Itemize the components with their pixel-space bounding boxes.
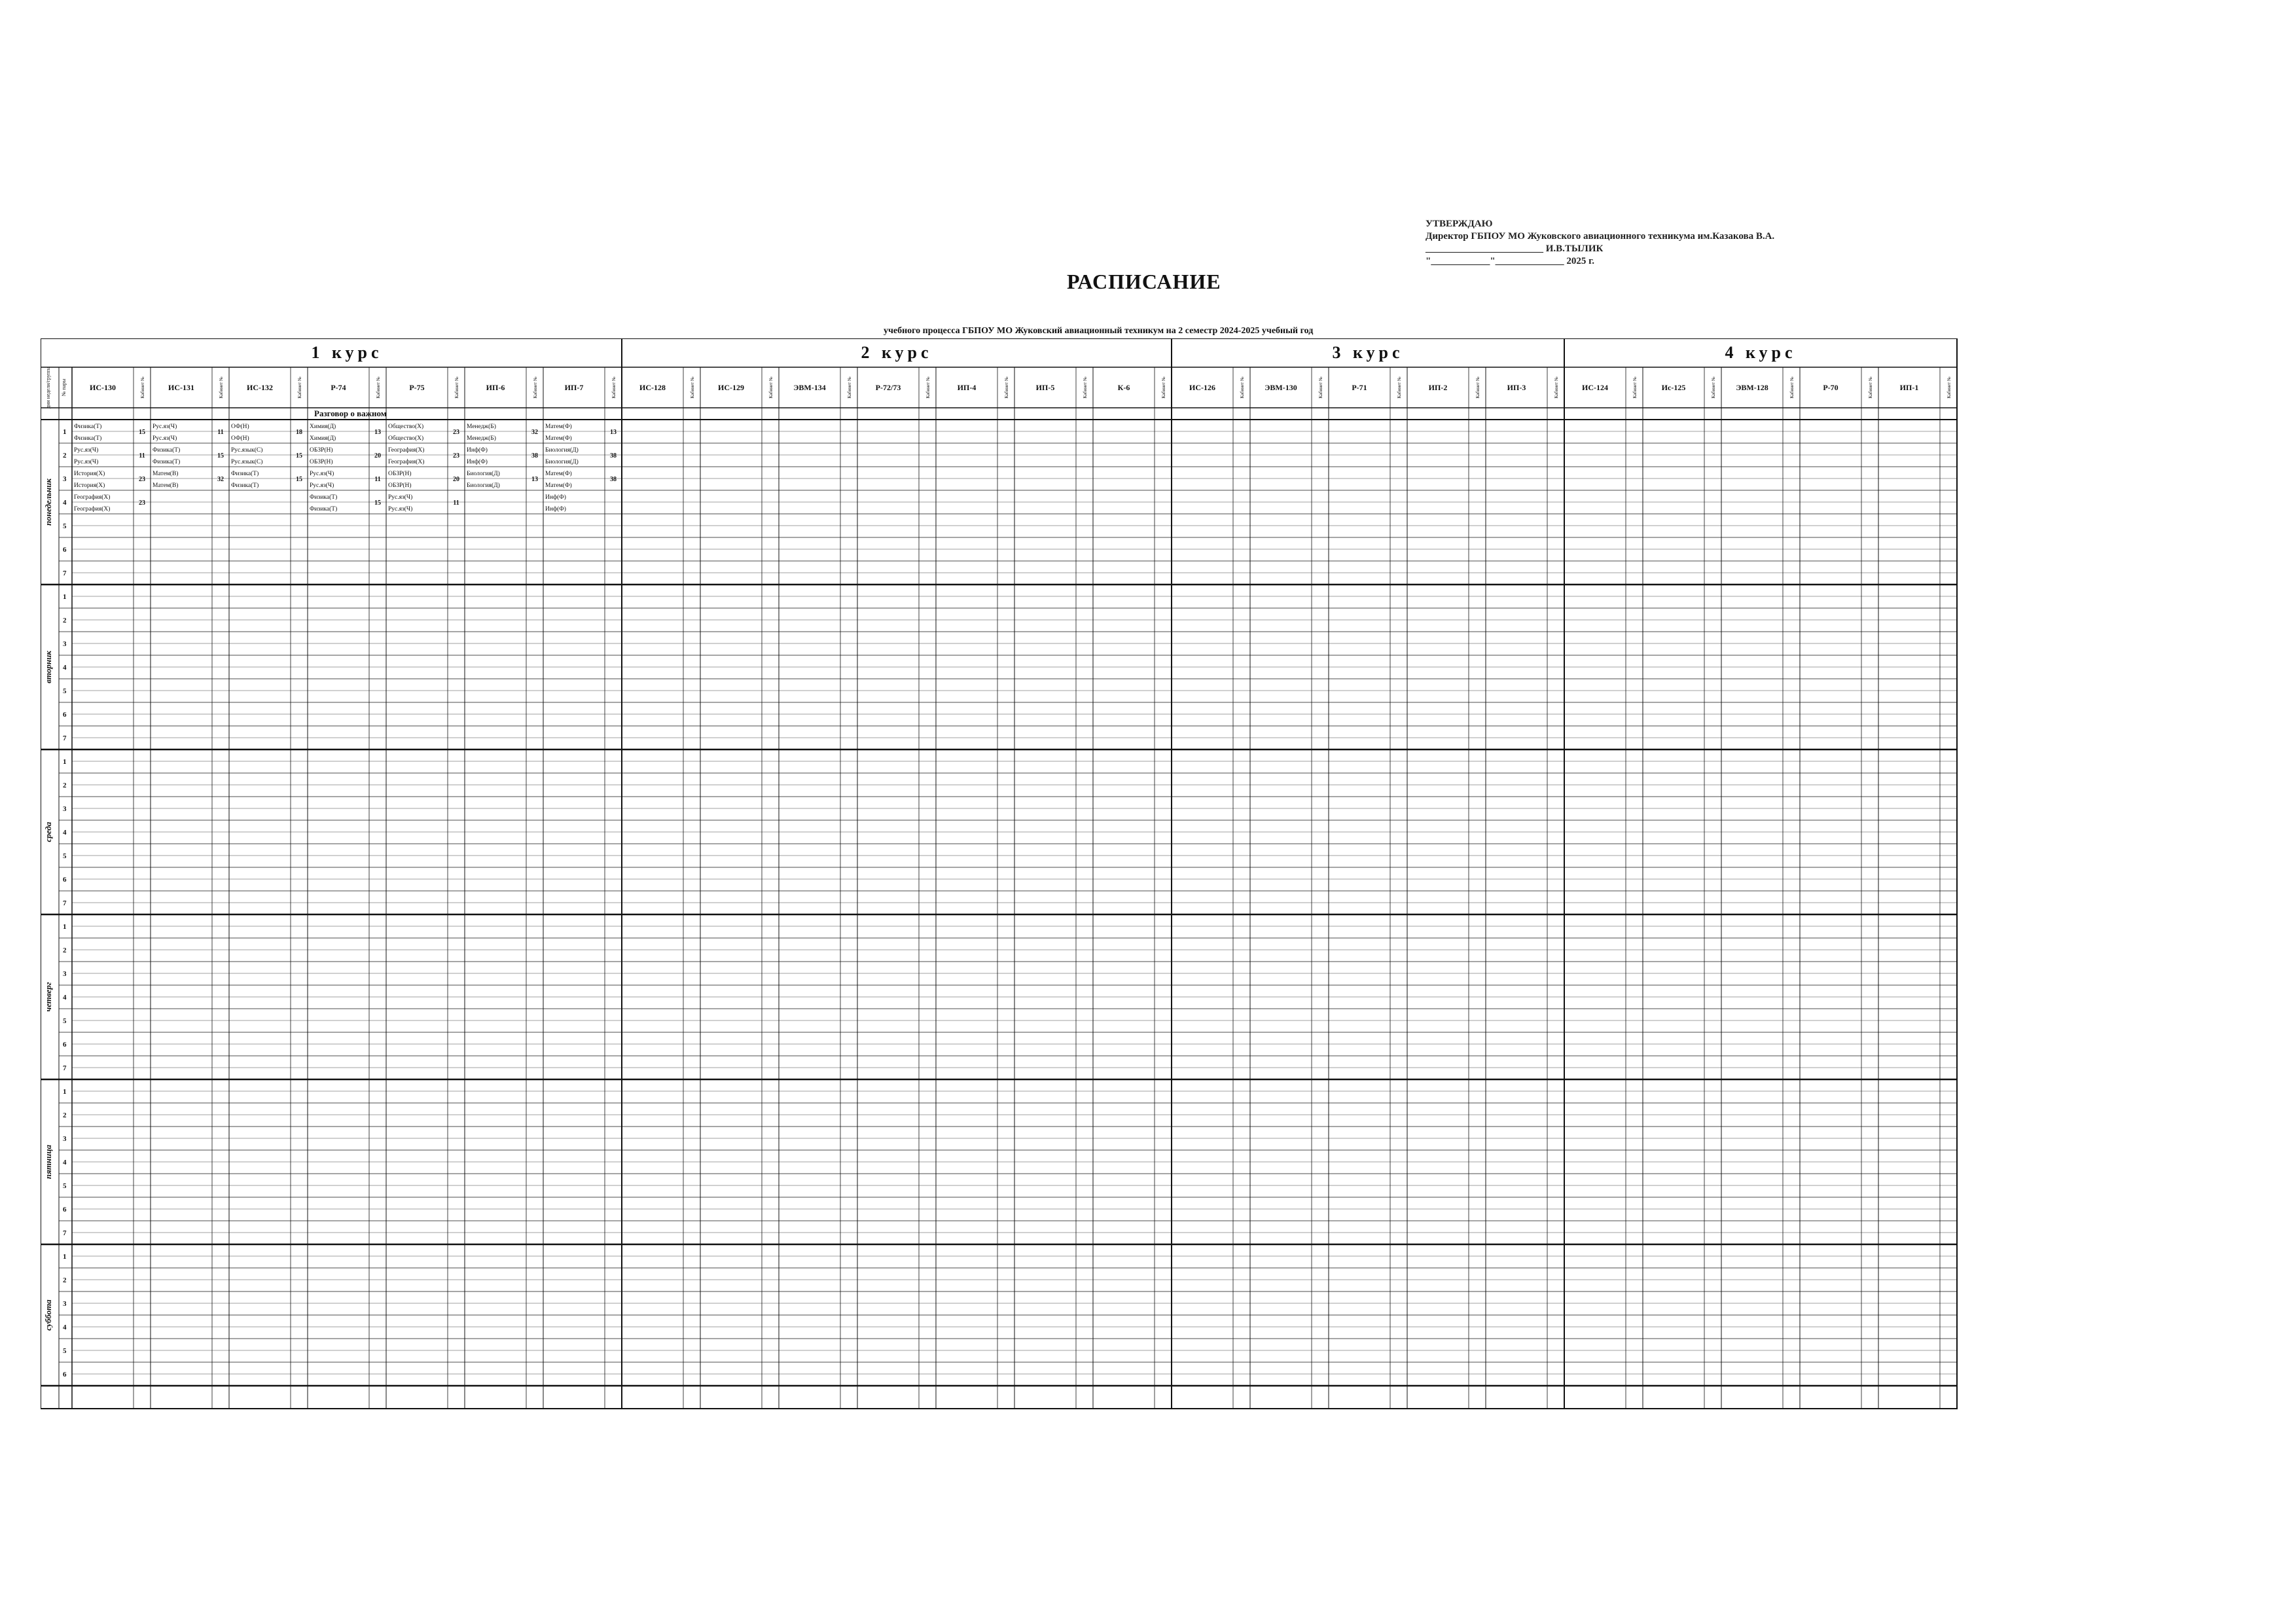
- cabinet-header: Кабинет №: [768, 376, 774, 399]
- pair-number: 6: [63, 1371, 67, 1379]
- pair-number: 3: [63, 805, 67, 813]
- lesson-entry: Рус.яз(Ч): [388, 494, 413, 501]
- page-subtitle: учебного процесса ГБПОУ МО Жуковский авиационный техникум на 2 семестр 2024-2025 учебный год: [884, 326, 1314, 336]
- group-header: ИС-126: [1189, 383, 1215, 392]
- cabinet-header: Кабинет №: [1789, 376, 1795, 399]
- course-label: 3 курс: [1332, 343, 1404, 362]
- pair-number: 5: [63, 1017, 67, 1025]
- pair-number: 6: [63, 711, 67, 719]
- group-header: ИС-131: [168, 383, 194, 392]
- approval-line-3: ________________________ И.В.ТЫЛИК: [1426, 244, 1604, 254]
- pair-number: 3: [63, 1300, 67, 1308]
- lesson-entry: География(Х): [74, 494, 111, 501]
- lesson-entry: География(Х): [388, 447, 425, 454]
- group-header: ЭВМ-130: [1265, 383, 1297, 392]
- cabinet-header: Кабинет №: [297, 376, 302, 399]
- pair-number: 7: [63, 899, 67, 907]
- pair-number: 4: [63, 829, 67, 837]
- lesson-entry: Рус.язык(С): [231, 447, 263, 454]
- pair-number: 3: [63, 970, 67, 978]
- pair-number: 5: [63, 687, 67, 695]
- pair-number: 6: [63, 1041, 67, 1049]
- pair-number: 2: [63, 1276, 67, 1284]
- cabinet-header: Кабинет №: [219, 376, 224, 399]
- lesson-entry: Рус.яз(Ч): [310, 471, 334, 477]
- lesson-entry: ОФ(Н): [231, 435, 249, 442]
- lesson-entry: ОБЗР(Н): [310, 447, 333, 454]
- lesson-entry: История(Х): [74, 482, 105, 489]
- lesson-entry: Физика(Т): [152, 447, 181, 454]
- cabinet-header: Кабинет №: [1240, 376, 1245, 399]
- day-label: среда: [43, 821, 53, 842]
- cabinet-header: Кабинет №: [1632, 376, 1638, 399]
- cabinet-number: 13: [374, 429, 381, 436]
- lesson-entry: ОБЗР(Н): [310, 459, 333, 465]
- lesson-entry: Биология(Д): [545, 459, 579, 465]
- cabinet-number: 15: [139, 429, 145, 436]
- lesson-entry: Инф(Ф): [467, 447, 488, 454]
- cabinet-header: Кабинет №: [1004, 376, 1009, 399]
- group-header: ИП-6: [486, 383, 505, 392]
- cabinet-number: 11: [217, 429, 224, 436]
- cabinet-number: 11: [374, 476, 381, 483]
- group-header: ИП-3: [1507, 383, 1526, 392]
- pair-number: 2: [63, 782, 67, 789]
- schedule-table: [41, 338, 2258, 1409]
- cabinet-header: Кабинет №: [1868, 376, 1873, 399]
- cabinet-number: 15: [374, 499, 381, 507]
- cabinet-header: Кабинет №: [1397, 376, 1402, 399]
- cabinet-number: 38: [610, 476, 617, 483]
- pair-number: 6: [63, 1206, 67, 1214]
- pair-number: 5: [63, 852, 67, 860]
- lesson-entry: Общество(Х): [388, 424, 424, 430]
- cabinet-number: 38: [531, 452, 538, 460]
- lesson-entry: География(Х): [388, 459, 425, 465]
- cabinet-header: Кабинет №: [1161, 376, 1166, 399]
- page-title: РАСПИСАНИЕ: [1067, 270, 1221, 293]
- pair-number: 7: [63, 734, 67, 742]
- cabinet-number: 23: [453, 452, 459, 460]
- group-header: ИП-4: [957, 383, 977, 392]
- lesson-entry: Рус.язык(С): [231, 459, 263, 465]
- lesson-entry: Инф(Ф): [545, 506, 566, 513]
- pair-number: 2: [63, 1111, 67, 1119]
- pair-number: 7: [63, 1064, 67, 1072]
- group-header: ИС-129: [718, 383, 744, 392]
- lesson-entry: Матем(В): [152, 482, 179, 489]
- lesson-entry: История(Х): [74, 471, 105, 477]
- lesson-entry: Химия(Д): [310, 424, 336, 430]
- lesson-entry: Физика(Т): [310, 506, 338, 513]
- group-header: Р-71: [1352, 383, 1367, 392]
- lesson-entry: Общество(Х): [388, 435, 424, 442]
- cabinet-number: 20: [374, 452, 381, 460]
- pair-number: 1: [63, 758, 67, 766]
- cabinet-number: 15: [217, 452, 224, 460]
- course-label: 1 курс: [311, 343, 383, 362]
- group-header: ИС-128: [639, 383, 666, 392]
- cabinet-header: Кабинет №: [1946, 376, 1952, 399]
- group-header: ИП-2: [1428, 383, 1448, 392]
- pair-column-header: № пары: [61, 378, 67, 397]
- pair-number: 1: [63, 593, 67, 601]
- lesson-entry: ОБЗР(Н): [388, 482, 412, 489]
- lesson-entry: Матем(Ф): [545, 471, 572, 477]
- cabinet-number: 13: [531, 476, 538, 483]
- day-label: вторник: [43, 651, 53, 683]
- lesson-entry: ОБЗР(Н): [388, 471, 412, 477]
- cabinet-header: Кабинет №: [611, 376, 617, 399]
- group-header: ИП-5: [1035, 383, 1055, 392]
- lesson-entry: Менедж(Б): [467, 435, 496, 442]
- cabinet-header: Кабинет №: [690, 376, 695, 399]
- pair-number: 1: [63, 1088, 67, 1096]
- approval-line-2: Директор ГБПОУ МО Жуковского авиационного техникума им.Казакова В.А.: [1426, 231, 1775, 242]
- lesson-entry: Химия(Д): [310, 435, 336, 442]
- pair-number: 7: [63, 1229, 67, 1237]
- cabinet-number: 23: [139, 476, 145, 483]
- lesson-entry: Рус.яз(Ч): [388, 506, 413, 513]
- lesson-entry: Менедж(Б): [467, 424, 496, 430]
- pair-number: 6: [63, 546, 67, 554]
- group-header: ЭВМ-128: [1736, 383, 1768, 392]
- lesson-entry: Биология(Д): [545, 447, 579, 454]
- group-header: ИС-124: [1582, 383, 1608, 392]
- lesson-entry: Матем(Ф): [545, 424, 572, 430]
- lesson-entry: Рус.яз(Ч): [74, 459, 99, 465]
- cabinet-header: Кабинет №: [140, 376, 145, 399]
- course-label: 2 курс: [861, 343, 933, 362]
- pair-number: 3: [63, 640, 67, 648]
- cabinet-header: Кабинет №: [1711, 376, 1716, 399]
- cabinet-number: 11: [139, 452, 145, 460]
- pair-number: 2: [63, 452, 67, 460]
- group-header: Р-74: [331, 383, 346, 392]
- lesson-entry: Рус.яз(Ч): [74, 447, 99, 454]
- group-header: ИС-132: [247, 383, 273, 392]
- approval-line-1: УТВЕРЖДАЮ: [1426, 219, 1493, 229]
- lesson-entry: Инф(Ф): [467, 459, 488, 465]
- cabinet-number: 11: [453, 499, 459, 507]
- pair-number: 1: [63, 1253, 67, 1261]
- group-header: ИП-7: [564, 383, 584, 392]
- pair-number: 3: [63, 1135, 67, 1143]
- lesson-entry: Инф(Ф): [545, 494, 566, 501]
- cabinet-number: 15: [296, 452, 302, 460]
- pair-number: 4: [63, 994, 67, 1001]
- pair-number: 6: [63, 876, 67, 884]
- cabinet-header: Кабинет №: [847, 376, 852, 399]
- pair-number: 5: [63, 1347, 67, 1355]
- pair-number: 4: [63, 1324, 67, 1331]
- cabinet-header: Кабинет №: [1083, 376, 1088, 399]
- approval-line-4: "____________"______________ 2025 г.: [1426, 256, 1595, 266]
- pair-number: 5: [63, 1182, 67, 1190]
- lesson-entry: Матем(Ф): [545, 435, 572, 442]
- talk-row-label: Разговор о важном: [314, 408, 387, 418]
- lesson-entry: Физика(Т): [310, 494, 338, 501]
- cabinet-number: 13: [610, 429, 617, 436]
- cabinet-number: 20: [453, 476, 459, 483]
- cabinet-header: Кабинет №: [925, 376, 931, 399]
- lesson-entry: Физика(Т): [152, 459, 181, 465]
- lesson-entry: Биология(Д): [467, 482, 500, 489]
- cabinet-header: Кабинет №: [1318, 376, 1323, 399]
- day-label: суббота: [43, 1299, 53, 1331]
- cabinet-number: 38: [610, 452, 617, 460]
- lesson-entry: Матем(В): [152, 471, 179, 477]
- cabinet-header: Кабинет №: [533, 376, 538, 399]
- lesson-entry: География(Х): [74, 506, 111, 513]
- lesson-entry: Физика(Т): [231, 482, 259, 489]
- pair-number: 4: [63, 499, 67, 507]
- lesson-entry: Физика(Т): [231, 471, 259, 477]
- day-label: понедельник: [43, 478, 53, 526]
- cabinet-number: 23: [139, 499, 145, 507]
- lesson-entry: Матем(Ф): [545, 482, 572, 489]
- lesson-entry: Рус.яз(Ч): [310, 482, 334, 489]
- pair-number: 2: [63, 617, 67, 624]
- cabinet-header: Кабинет №: [454, 376, 459, 399]
- group-header: ИП-1: [1899, 383, 1919, 392]
- group-header: Р-70: [1823, 383, 1839, 392]
- pair-number: 1: [63, 923, 67, 931]
- lesson-entry: Физика(Т): [74, 435, 102, 442]
- cabinet-header: Кабинет №: [376, 376, 381, 399]
- lesson-entry: Рус.яз(Ч): [152, 424, 177, 430]
- cabinet-number: 15: [296, 476, 302, 483]
- pair-number: 2: [63, 947, 67, 954]
- group-header: К-6: [1117, 383, 1130, 392]
- approval-block: [1426, 218, 1774, 268]
- pair-number: 1: [63, 428, 67, 436]
- day-label: пятница: [43, 1144, 53, 1180]
- cabinet-number: 18: [296, 429, 302, 436]
- cabinet-number: 32: [531, 429, 538, 436]
- lesson-entry: Рус.яз(Ч): [152, 435, 177, 442]
- day-label: четверг: [43, 982, 53, 1012]
- lesson-entry: ОФ(Н): [231, 424, 249, 430]
- pair-number: 4: [63, 664, 67, 672]
- pair-number: 7: [63, 569, 67, 577]
- group-header: Р-72/73: [875, 383, 901, 392]
- group-header: ЭВМ-134: [793, 383, 826, 392]
- day-column-header: дни недели/группа: [45, 367, 51, 408]
- group-header: Р-75: [409, 383, 425, 392]
- pair-number: 4: [63, 1159, 67, 1166]
- course-label: 4 курс: [1725, 343, 1797, 362]
- cabinet-header: Кабинет №: [1475, 376, 1480, 399]
- pair-number: 3: [63, 475, 67, 483]
- lesson-entry: Физика(Т): [74, 424, 102, 430]
- group-header: ИС-130: [90, 383, 116, 392]
- pair-number: 5: [63, 522, 67, 530]
- cabinet-number: 32: [217, 476, 224, 483]
- group-header: Ис-125: [1661, 383, 1686, 392]
- lesson-entry: Биология(Д): [467, 471, 500, 477]
- cabinet-number: 23: [453, 429, 459, 436]
- cabinet-header: Кабинет №: [1554, 376, 1559, 399]
